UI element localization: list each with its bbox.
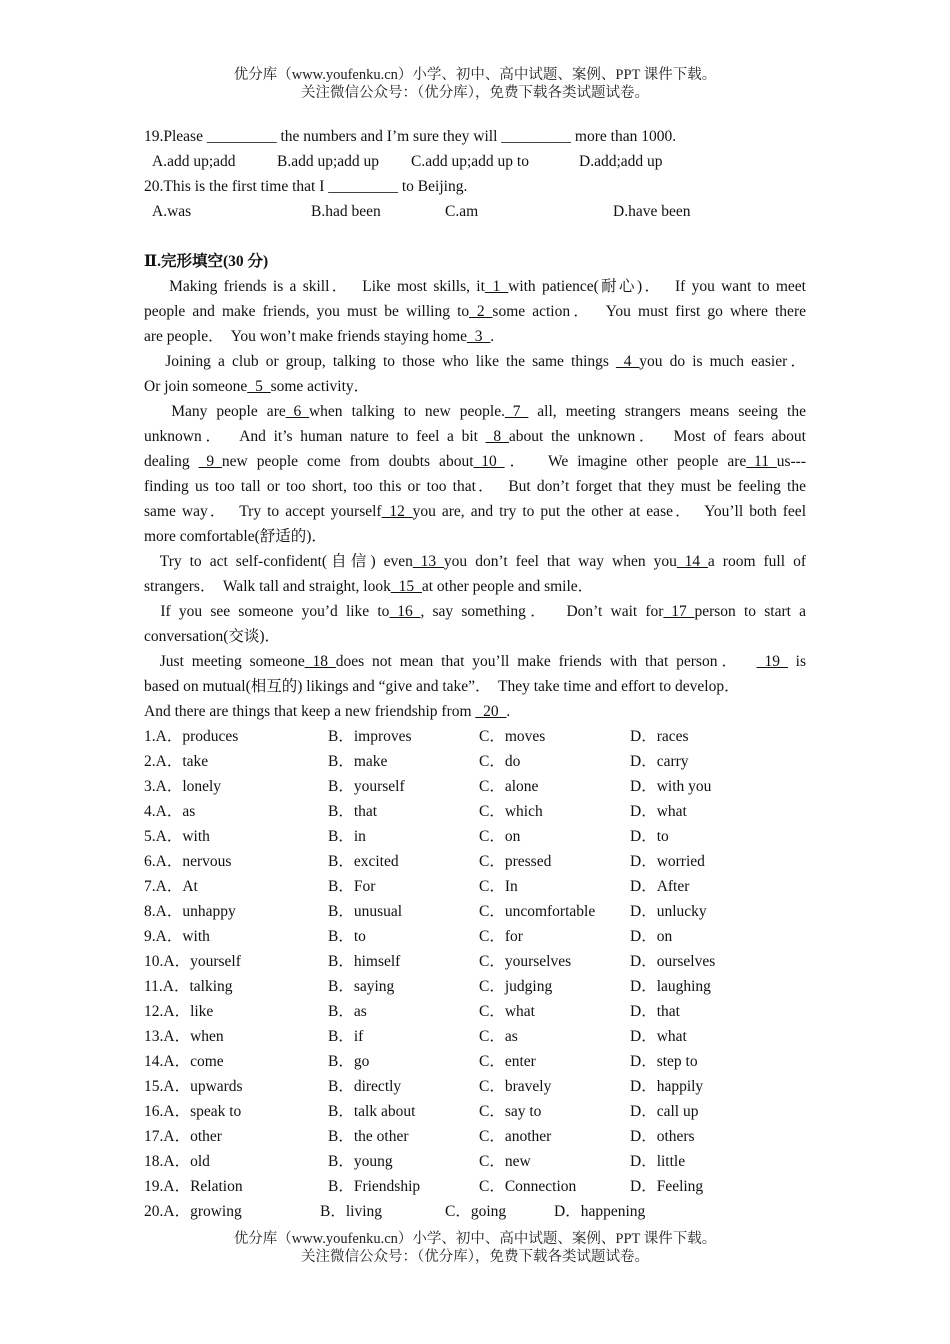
- passage-text: same way． Try to accept yourself: [144, 503, 382, 520]
- question-19: [144, 124, 806, 174]
- choice-option: 16.A．speak to: [144, 1103, 242, 1120]
- choice-row: [144, 949, 806, 974]
- blank-number: _9_: [198, 453, 222, 470]
- choice-option: C．In: [479, 878, 518, 895]
- choice-option: D．that: [630, 1003, 680, 1020]
- passage-line: [144, 374, 806, 399]
- question-options: [144, 199, 806, 224]
- passage-text: people and make friends, you must be willing to: [144, 303, 470, 320]
- passage-text: , say something． Don’t wait for: [420, 603, 664, 620]
- choice-option: 19.A．Relation: [144, 1178, 243, 1195]
- passage-text: us---: [776, 453, 806, 470]
- passage-text: .: [506, 703, 511, 720]
- choice-row: [144, 849, 806, 874]
- choice-option: B．directly: [328, 1078, 402, 1095]
- passage-line: [144, 499, 806, 524]
- passage-text: a room full of: [707, 553, 806, 570]
- passage-text: some action． You must first go where there: [492, 303, 806, 320]
- answer-choices: [144, 724, 806, 1224]
- choice-option: B．living: [320, 1203, 383, 1220]
- question-stem: 20.This is the first time that I _________ to Beijing.: [144, 178, 468, 195]
- choice-option: 11.A．talking: [144, 978, 233, 995]
- passage-text: .: [490, 328, 495, 345]
- choice-row: [144, 799, 806, 824]
- choice-option: B．the other: [328, 1128, 409, 1145]
- blank-number: _19_: [756, 653, 788, 670]
- choice-option: 4.A．as: [144, 803, 196, 820]
- choice-option: B．unusual: [328, 903, 403, 920]
- choice-option: C．say to: [479, 1103, 542, 1120]
- passage-text: are people． You won’t make friends staying home: [144, 328, 468, 345]
- choice-option: D．ourselves: [630, 953, 716, 970]
- choice-row: [144, 749, 806, 774]
- choice-option: B．as: [328, 1003, 367, 1020]
- passage-text: Just meeting someone: [144, 653, 305, 670]
- passage-text: dealing: [144, 453, 199, 470]
- passage-text: at other people and smile．: [421, 578, 594, 595]
- choice-option: B．yourself: [328, 778, 405, 795]
- choice-option: D．on: [630, 928, 673, 945]
- choice-option: D．to: [630, 828, 669, 845]
- choice-option: B．make: [328, 753, 388, 770]
- header-line-2: 关注微信公众号：（优分库），免费下载各类试题试卷。: [301, 85, 649, 101]
- choice-option: 3.A．lonely: [144, 778, 222, 795]
- blank-number: _20_: [475, 703, 507, 720]
- choice-option: B．young: [328, 1153, 393, 1170]
- choice-option: C．Connection: [479, 1178, 577, 1195]
- header-line-1: 优分库（www.youfenku.cn）小学、初中、高中试题、案例、PPT 课件下载。: [233, 67, 717, 83]
- footer-line-2: 关注微信公众号：（优分库），免费下载各类试题试卷。: [301, 1249, 649, 1265]
- passage-line: [144, 649, 806, 674]
- passage-text: If you see someone you’d like to: [144, 603, 390, 620]
- choice-option: 18.A．old: [144, 1153, 210, 1170]
- blank-number: _4_: [616, 353, 640, 370]
- blank-number: _14_: [676, 553, 708, 570]
- choice-option: B．to: [328, 928, 366, 945]
- blank-number: _17_: [663, 603, 695, 620]
- choice-option: C．going: [445, 1203, 507, 1220]
- choice-option: 12.A．like: [144, 1003, 214, 1020]
- choice-option: 2.A．take: [144, 753, 209, 770]
- choice-row: [144, 824, 806, 849]
- choice-option: D．races: [630, 728, 689, 745]
- choice-option: 7.A．At: [144, 878, 198, 895]
- passage-line: [144, 399, 806, 424]
- choice-option: C．another: [479, 1128, 552, 1145]
- choice-option: D．Feeling: [630, 1178, 704, 1195]
- passage-line: [144, 574, 806, 599]
- page-header: [0, 66, 950, 102]
- choice-option: B．Friendship: [328, 1178, 421, 1195]
- choice-option: 5.A．with: [144, 828, 210, 845]
- question-options: [144, 149, 806, 174]
- passage-line: [144, 699, 806, 724]
- passage-text: is: [787, 653, 806, 670]
- passage-text: unknown． And it’s human nature to feel a bit: [144, 428, 486, 445]
- choice-option: 17.A．other: [144, 1128, 222, 1145]
- choice-row: [144, 1174, 806, 1199]
- choice-option: D．worried: [630, 853, 705, 870]
- option-a: A.add up;add: [152, 153, 236, 170]
- choice-row: [144, 1074, 806, 1099]
- passage-text: some activity．: [270, 378, 370, 395]
- choice-row: [144, 1024, 806, 1049]
- choice-option: D．unlucky: [630, 903, 707, 920]
- passage-text: you are, and try to put the other at ease． You’ll both feel: [412, 503, 806, 520]
- passage-line: [144, 599, 806, 624]
- choice-option: D．others: [630, 1128, 695, 1145]
- choice-option: 1.A．produces: [144, 728, 239, 745]
- choice-option: D．laughing: [630, 978, 711, 995]
- choice-option: C．what: [479, 1003, 535, 1020]
- blank-number: _15_: [390, 578, 422, 595]
- choice-option: D．call up: [630, 1103, 699, 1120]
- blank-number: _8_: [485, 428, 509, 445]
- choice-option: C．judging: [479, 978, 553, 995]
- option-d: D.add;add up: [579, 153, 663, 170]
- passage-text: Or join someone: [144, 378, 248, 395]
- choice-option: B．if: [328, 1028, 364, 1045]
- choice-option: 9.A．with: [144, 928, 210, 945]
- passage-text: And there are things that keep a new friendship from: [144, 703, 476, 720]
- choice-option: C．yourselves: [479, 953, 572, 970]
- choice-row: [144, 874, 806, 899]
- passage-text: all, meeting strangers means seeing the: [528, 403, 806, 420]
- passage-line: [144, 299, 806, 324]
- page-footer: [0, 1230, 950, 1266]
- choice-option: 14.A．come: [144, 1053, 224, 1070]
- blank-number: _3_: [467, 328, 491, 345]
- option-c: C.am: [445, 203, 479, 220]
- choice-row: [144, 724, 806, 749]
- choice-option: D．happening: [554, 1203, 646, 1220]
- choice-option: B．that: [328, 803, 378, 820]
- blank-number: _18_: [304, 653, 336, 670]
- choice-row: [144, 774, 806, 799]
- passage-text: new people come from doubts about: [221, 453, 474, 470]
- passage-line: [144, 449, 806, 474]
- choice-option: D．what: [630, 803, 687, 820]
- passage-text: does not mean that you’ll make friends with that person．: [335, 653, 757, 670]
- choice-option: B．go: [328, 1053, 370, 1070]
- choice-option: B．excited: [328, 853, 399, 870]
- choice-option: C．as: [479, 1028, 518, 1045]
- passage-text: person to start a: [694, 603, 806, 620]
- choice-option: D．happily: [630, 1078, 704, 1095]
- passage-line: [144, 274, 806, 299]
- blank-number: _7_: [504, 403, 529, 420]
- passage-line: [144, 424, 806, 449]
- option-a: A.was: [152, 203, 192, 220]
- question-stem: 19.Please _________ the numbers and I’m sure they will _________ more than 1000.: [144, 128, 677, 145]
- passage-line: [144, 624, 806, 649]
- choice-option: C．do: [479, 753, 521, 770]
- passage-text: conversation(交谈)．: [144, 628, 281, 645]
- passage-line: [144, 349, 806, 374]
- exam-content: [144, 124, 806, 1224]
- choice-option: B．in: [328, 828, 366, 845]
- choice-option: C．moves: [479, 728, 546, 745]
- blank-number: _10_: [473, 453, 505, 470]
- blank-number: _12_: [381, 503, 413, 520]
- choice-option: B．himself: [328, 953, 401, 970]
- choice-row: [144, 1099, 806, 1124]
- passage-text: you do is much easier．: [639, 353, 806, 370]
- choice-option: C．enter: [479, 1053, 536, 1070]
- passage-text: strangers． Walk tall and straight, look: [144, 578, 391, 595]
- blank-number: _6_: [285, 403, 309, 420]
- blank-number: _1_: [484, 278, 509, 295]
- footer-line-1: 优分库（www.youfenku.cn）小学、初中、高中试题、案例、PPT 课件下载。: [233, 1231, 717, 1247]
- choice-option: C．alone: [479, 778, 539, 795]
- section-title: Ⅱ.完形填空(30 分): [144, 253, 269, 270]
- blank-number: _11_: [746, 453, 777, 470]
- choice-option: C．new: [479, 1153, 531, 1170]
- passage-line: [144, 524, 806, 549]
- passage-text: Many people are: [144, 403, 286, 420]
- choice-option: 6.A．nervous: [144, 853, 232, 870]
- choice-row: [144, 1149, 806, 1174]
- blank-number: _5_: [247, 378, 271, 395]
- passage-text: more comfortable(舒适的)．: [144, 528, 327, 545]
- option-b: B.add up;add up: [277, 153, 380, 170]
- choice-option: 20.A．growing: [144, 1203, 242, 1220]
- choice-row: [144, 1124, 806, 1149]
- option-d: D.have been: [613, 203, 691, 220]
- choice-option: C．pressed: [479, 853, 552, 870]
- choice-option: D．step to: [630, 1053, 698, 1070]
- choice-option: D．with you: [630, 778, 712, 795]
- choice-option: C．for: [479, 928, 523, 945]
- passage-line: [144, 474, 806, 499]
- passage-text: you don’t feel that way when you: [443, 553, 677, 570]
- question-20: [144, 174, 806, 224]
- blank-number: _16_: [389, 603, 421, 620]
- choice-option: 10.A．yourself: [144, 953, 241, 970]
- blank-number: _2_: [469, 303, 493, 320]
- passage-text: based on mutual(相互的) likings and “give and take”． They take time and effort to develop．: [144, 678, 740, 695]
- choice-option: B．For: [328, 878, 376, 895]
- choice-option: C．bravely: [479, 1078, 552, 1095]
- option-c: C.add up;add up to: [411, 153, 529, 170]
- choice-option: C．which: [479, 803, 543, 820]
- choice-option: B．improves: [328, 728, 412, 745]
- choice-option: 15.A．upwards: [144, 1078, 243, 1095]
- passage-text: with patience(耐心)． If you want to meet: [508, 278, 806, 295]
- choice-option: B．talk about: [328, 1103, 416, 1120]
- choice-option: C．uncomfortable: [479, 903, 596, 920]
- passage-text: Try to act self-confident(自信) even: [144, 553, 413, 570]
- passage-text: finding us too tall or too short, too this or too that． But don’t forget that they must be feeling the: [144, 478, 806, 495]
- choice-option: D．what: [630, 1028, 687, 1045]
- cloze-passage: [144, 274, 806, 724]
- choice-row: [144, 1049, 806, 1074]
- choice-option: D．After: [630, 878, 690, 895]
- choice-row: [144, 924, 806, 949]
- passage-line: [144, 549, 806, 574]
- choice-option: 8.A．unhappy: [144, 903, 236, 920]
- choice-option: 13.A．when: [144, 1028, 224, 1045]
- choice-option: B．saying: [328, 978, 395, 995]
- passage-line: [144, 674, 806, 699]
- passage-text: when talking to new people.: [308, 403, 505, 420]
- passage-text: Joining a club or group, talking to those who like the same things: [144, 353, 617, 370]
- passage-text: Making friends is a skill． Like most skills, it: [144, 278, 485, 295]
- option-b: B.had been: [311, 203, 381, 220]
- blank-number: _13_: [412, 553, 444, 570]
- choice-option: C．on: [479, 828, 521, 845]
- passage-text: about the unknown． Most of fears about: [508, 428, 806, 445]
- choice-option: D．little: [630, 1153, 686, 1170]
- choice-option: D．carry: [630, 753, 689, 770]
- choice-row: [144, 999, 806, 1024]
- choice-row: [144, 974, 806, 999]
- passage-line: [144, 324, 806, 349]
- choice-row: [144, 1199, 806, 1224]
- choice-row: [144, 899, 806, 924]
- passage-text: ． We imagine other people are: [504, 453, 747, 470]
